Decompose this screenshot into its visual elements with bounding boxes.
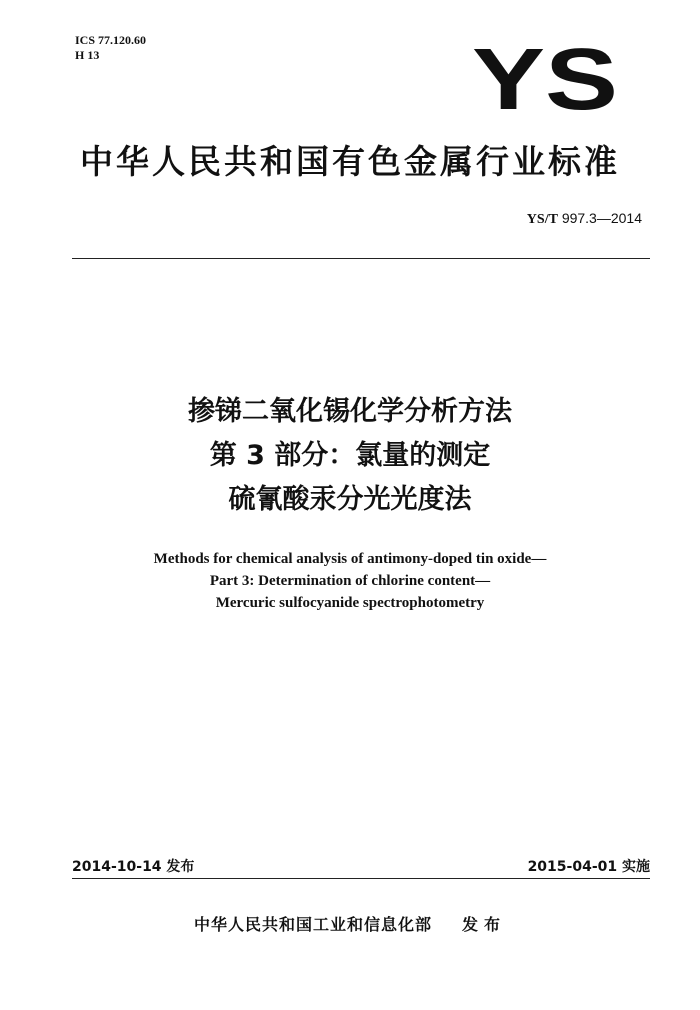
issuer-action: 发布 [462, 915, 507, 934]
standard-code [527, 210, 642, 228]
ccs-code: H 13 [75, 48, 100, 62]
english-title-line-2: Part 3: Determination of chlorine content— [209, 573, 491, 589]
implementation-date: 2015-04-01 实施 [527, 859, 650, 875]
chinese-title-line-2: 第 3 部分：氯量的测定 [209, 440, 491, 471]
footer-divider [72, 878, 650, 879]
english-title-line-3: Mercuric sulfocyanide spectrophotometry [215, 595, 485, 611]
english-title [0, 548, 700, 614]
issuer-line [0, 912, 700, 935]
standard-code-prefix: YS/T [526, 212, 558, 227]
ys-logo-text: YS [472, 40, 618, 120]
standard-code-number: 997.3—2014 [561, 210, 642, 226]
issue-date: 2014-10-14 发布 [72, 859, 195, 875]
header-divider [72, 258, 650, 259]
chinese-title [0, 390, 700, 522]
classification-codes [75, 33, 146, 63]
issuer-name: 中华人民共和国工业和信息化部 [193, 915, 432, 934]
ys-logo [470, 40, 620, 120]
chinese-title-line-1: 掺锑二氧化锡化学分析方法 [188, 396, 512, 427]
english-title-line-1: Methods for chemical analysis of antimony-doped tin oxide— [153, 551, 547, 567]
standard-category-title: 中华人民共和国有色金属行业标准 [80, 142, 620, 181]
date-row [72, 856, 650, 876]
chinese-title-line-3: 硫氰酸汞分光光度法 [228, 484, 472, 515]
ics-code: ICS 77.120.60 [75, 33, 147, 47]
